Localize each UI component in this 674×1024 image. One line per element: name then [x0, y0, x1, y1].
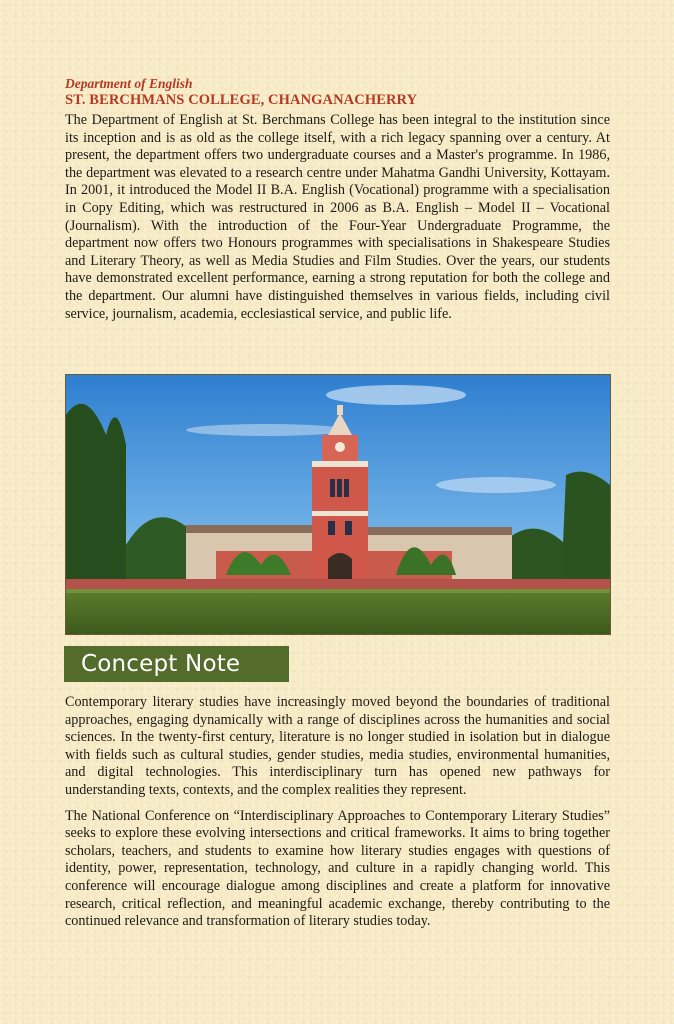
intro-section: [65, 76, 610, 323]
department-title: Department of English: [65, 76, 193, 91]
concept-note-section: [65, 694, 610, 931]
concept-note-heading: Concept Note: [81, 651, 241, 677]
college-name: ST. BERCHMANS COLLEGE, CHANGANACHERRY: [65, 92, 418, 108]
concept-paragraph-2: The National Conference on “Interdisciplinary Approaches to Contemporary Literary Studies” seeks to explore these evolving intersections and critical frameworks. It aims to bring together scholars, teachers, and students to examine how literary studies engages with questions of identity, power, representation, technology, and culture in a rapidly changing world. This conference will encourage dialogue among disciplines and create a platform for innovative research, critical reflection, and meaningful academic exchange, thereby contributing to the continued relevance and transformation of literary studies today.: [65, 807, 610, 930]
intro-paragraph: The Department of English at St. Berchmans College has been integral to the institution since its inception and is as old as the college itself, with a rich legacy spanning over a century. At present, the department offers two undergraduate courses and a Master's programme. In 1986, the department was elevated to a research centre under Mahatma Gandhi University, Kottayam. In 2001, it introduced the Model II B.A. English (Vocational) programme with a specialisation in Copy Editing, which was restructured in 2006 as B.A. English – Model II – Vocational (Journalism). With the introduction of the Four-Year Undergraduate Programme, the department now offers two Honours programmes with specialisations in Shakespeare Studies and Literary Theory, as well as Media Studies and Film Studies. Over the years, our students have demonstrated excellent performance, earning a strong reputation for both the college and the department. Our alumni have distinguished themselves in various fields, including civil service, journalism, academia, ecclesiastical service, and public life.: [65, 112, 610, 322]
college-building-photo: [65, 374, 611, 635]
concept-paragraph-1: Contemporary literary studies have increasingly moved beyond the boundaries of traditional approaches, engaging dynamically with a range of disciplines across the humanities and social sciences. In the twenty-first century, literature is no longer studied in isolation but in dialogue with fields such as cultural studies, gender studies, media studies, environmental humanities, and digital technologies. This interdisciplinary turn has opened new pathways for understanding texts, contexts, and the complex realities they represent.: [65, 694, 610, 798]
concept-note-banner: [64, 646, 289, 682]
